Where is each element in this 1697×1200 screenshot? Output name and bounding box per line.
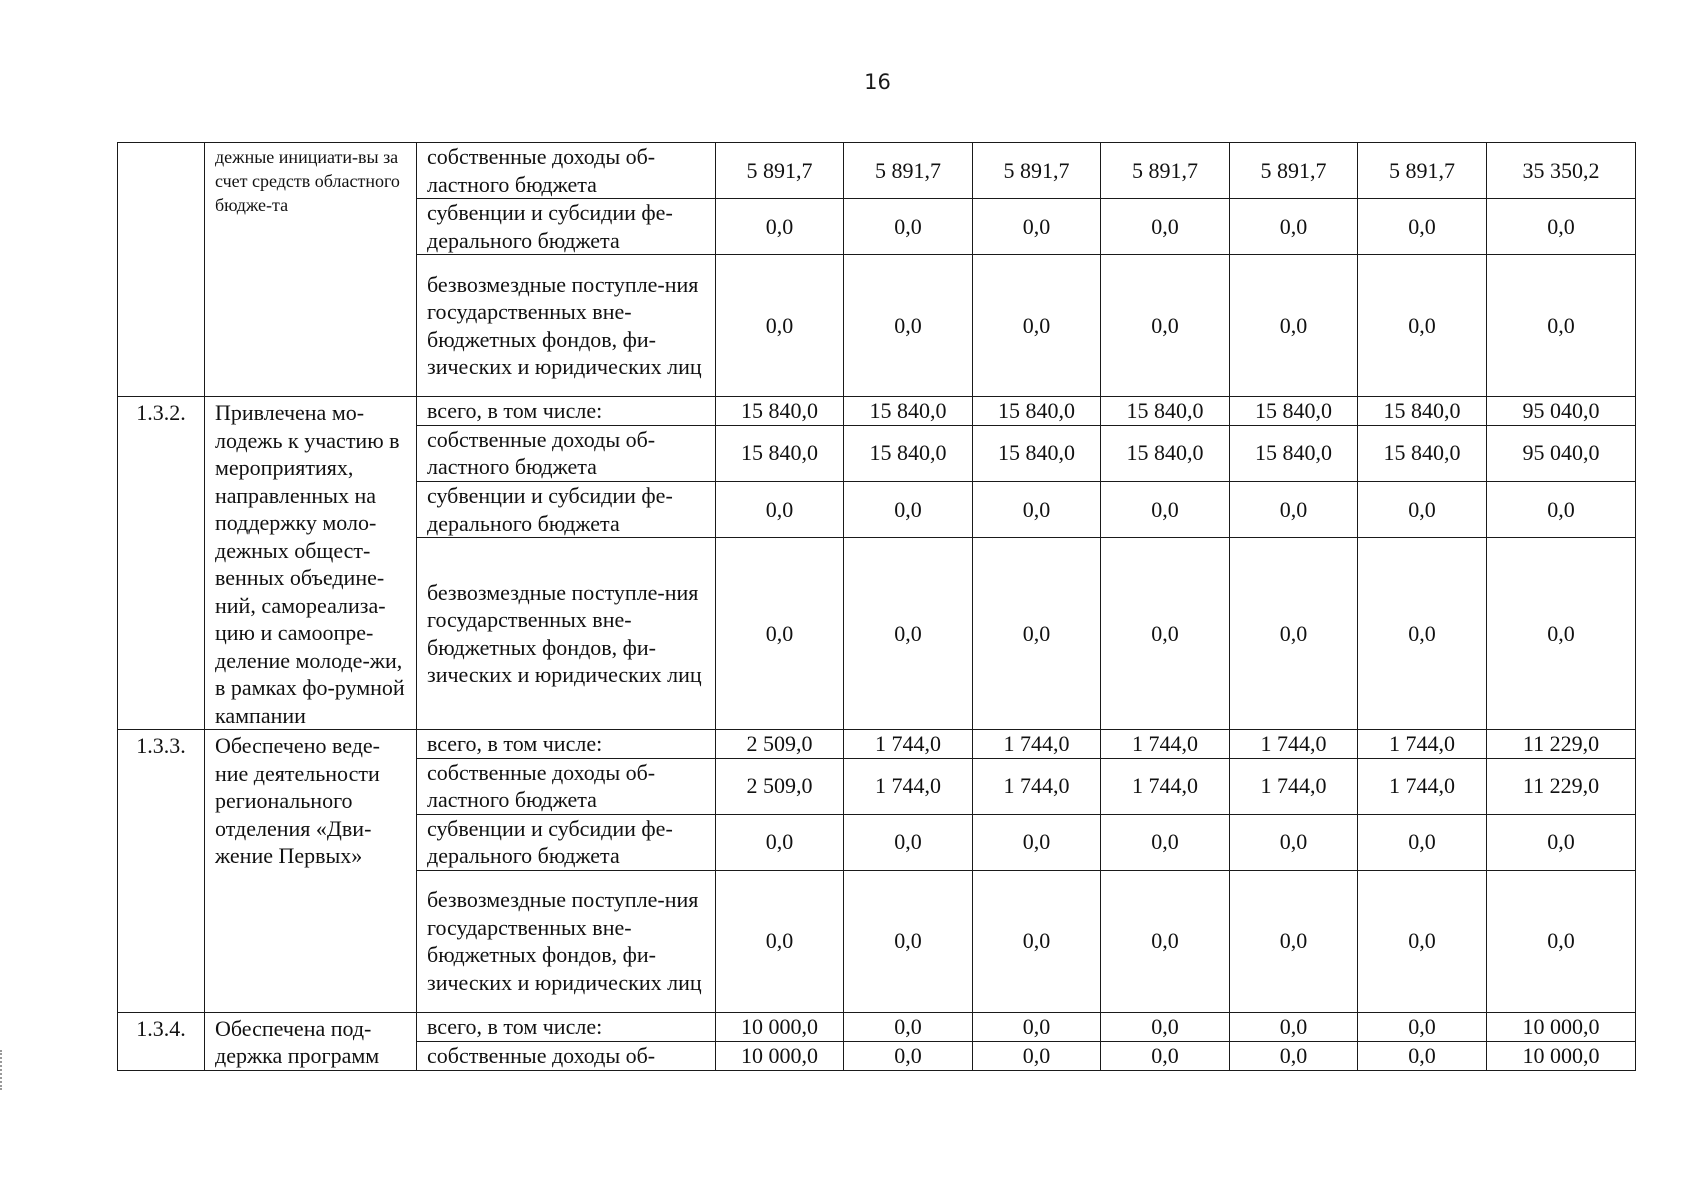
- value-year: 0,0: [844, 1012, 973, 1041]
- value-year: 15 840,0: [1230, 425, 1358, 481]
- value-total: 0,0: [1487, 814, 1636, 870]
- item-number: 1.3.4.: [118, 1012, 205, 1070]
- value-total: 11 229,0: [1487, 758, 1636, 814]
- value-year: 0,0: [973, 814, 1101, 870]
- value-year: 15 840,0: [844, 397, 973, 426]
- value-year: 0,0: [1358, 870, 1487, 1012]
- value-year: 0,0: [973, 199, 1101, 255]
- value-year: 0,0: [716, 255, 844, 397]
- value-year: 0,0: [1101, 538, 1230, 730]
- value-year: 1 744,0: [1358, 758, 1487, 814]
- funding-source: безвозмездные поступле-ния государственных вне-бюджетных фондов, фи-зических и юридических лиц: [417, 538, 716, 730]
- value-year: 15 840,0: [844, 425, 973, 481]
- value-year: 0,0: [1230, 255, 1358, 397]
- value-year: 5 891,7: [1358, 143, 1487, 199]
- value-year: 0,0: [973, 538, 1101, 730]
- table-body: [118, 143, 1636, 1071]
- item-number: 1.3.3.: [118, 730, 205, 1013]
- value-total: 11 229,0: [1487, 730, 1636, 759]
- value-year: 10 000,0: [716, 1041, 844, 1070]
- value-year: 0,0: [844, 481, 973, 537]
- item-number: [118, 143, 205, 397]
- value-total: 35 350,2: [1487, 143, 1636, 199]
- value-year: 5 891,7: [716, 143, 844, 199]
- value-year: 0,0: [1358, 1012, 1487, 1041]
- value-year: 0,0: [716, 481, 844, 537]
- value-year: 1 744,0: [844, 730, 973, 759]
- value-year: 15 840,0: [716, 425, 844, 481]
- scan-edge-marks: [0, 1050, 6, 1090]
- value-year: 0,0: [844, 1041, 973, 1070]
- item-name: Обеспечено веде-ние деятельности регионального отделения «Дви-жение Первых»: [205, 730, 417, 1013]
- value-total: 10 000,0: [1487, 1012, 1636, 1041]
- value-total: 0,0: [1487, 870, 1636, 1012]
- value-year: 2 509,0: [716, 730, 844, 759]
- value-year: 1 744,0: [844, 758, 973, 814]
- value-year: 0,0: [1101, 255, 1230, 397]
- value-year: 15 840,0: [973, 425, 1101, 481]
- value-year: 5 891,7: [844, 143, 973, 199]
- value-year: 0,0: [973, 870, 1101, 1012]
- value-year: 1 744,0: [1101, 730, 1230, 759]
- funding-source: всего, в том числе:: [417, 730, 716, 759]
- value-year: 15 840,0: [1358, 425, 1487, 481]
- value-year: 15 840,0: [973, 397, 1101, 426]
- value-year: 15 840,0: [1358, 397, 1487, 426]
- value-total: 0,0: [1487, 199, 1636, 255]
- value-year: 1 744,0: [973, 758, 1101, 814]
- value-year: 0,0: [1101, 481, 1230, 537]
- value-year: 15 840,0: [716, 397, 844, 426]
- value-year: 1 744,0: [973, 730, 1101, 759]
- value-year: 0,0: [973, 1012, 1101, 1041]
- funding-source: субвенции и субсидии фе-дерального бюджета: [417, 481, 716, 537]
- value-year: 0,0: [1230, 481, 1358, 537]
- value-year: 0,0: [716, 870, 844, 1012]
- value-year: 0,0: [844, 255, 973, 397]
- value-year: 15 840,0: [1101, 397, 1230, 426]
- value-year: 0,0: [973, 255, 1101, 397]
- item-name: Привлечена мо-лодежь к участию в мероприятиях, направленных на поддержку моло-дежных общест-венных объедине-ний, самореализа-цию и самоопре-деление молоде-жи, в рамках фо-румной кампании: [205, 397, 417, 730]
- value-year: 0,0: [1358, 1041, 1487, 1070]
- value-year: 1 744,0: [1230, 730, 1358, 759]
- item-name: дежные инициати-вы за счет средств областного бюдже-та: [205, 143, 417, 397]
- table-row: [118, 730, 1636, 759]
- value-year: 0,0: [1358, 199, 1487, 255]
- value-total: 10 000,0: [1487, 1041, 1636, 1070]
- funding-source: субвенции и субсидии фе-дерального бюджета: [417, 199, 716, 255]
- value-year: 10 000,0: [716, 1012, 844, 1041]
- value-year: 0,0: [1230, 1012, 1358, 1041]
- funding-source: безвозмездные поступле-ния государственных вне-бюджетных фондов, фи-зических и юридических лиц: [417, 870, 716, 1012]
- value-year: 5 891,7: [973, 143, 1101, 199]
- value-year: 1 744,0: [1230, 758, 1358, 814]
- value-year: 0,0: [973, 1041, 1101, 1070]
- funding-source: всего, в том числе:: [417, 397, 716, 426]
- value-year: 0,0: [1230, 538, 1358, 730]
- table-row: [118, 143, 1636, 199]
- value-year: 0,0: [844, 538, 973, 730]
- funding-source: собственные доходы об-: [417, 1041, 716, 1070]
- value-year: 1 744,0: [1101, 758, 1230, 814]
- value-year: 0,0: [716, 538, 844, 730]
- value-total: 0,0: [1487, 538, 1636, 730]
- value-year: 2 509,0: [716, 758, 844, 814]
- value-year: 0,0: [1230, 1041, 1358, 1070]
- value-total: 95 040,0: [1487, 425, 1636, 481]
- value-total: 0,0: [1487, 481, 1636, 537]
- value-year: 0,0: [1101, 199, 1230, 255]
- value-year: 0,0: [844, 870, 973, 1012]
- value-year: 0,0: [1358, 814, 1487, 870]
- item-name: Обеспечена под-держка программ: [205, 1012, 417, 1070]
- funding-source: субвенции и субсидии фе-дерального бюджета: [417, 814, 716, 870]
- table-row: [118, 1012, 1636, 1041]
- item-number: 1.3.2.: [118, 397, 205, 730]
- funding-source: всего, в том числе:: [417, 1012, 716, 1041]
- budget-table: [117, 142, 1636, 1071]
- funding-source: безвозмездные поступле-ния государственных вне-бюджетных фондов, фи-зических и юридических лиц: [417, 255, 716, 397]
- table-row: [118, 397, 1636, 426]
- value-year: 0,0: [1358, 481, 1487, 537]
- value-year: 0,0: [844, 199, 973, 255]
- value-year: 0,0: [716, 199, 844, 255]
- value-year: 0,0: [1101, 870, 1230, 1012]
- value-year: 5 891,7: [1230, 143, 1358, 199]
- page-number: 16: [864, 70, 891, 94]
- value-total: 95 040,0: [1487, 397, 1636, 426]
- value-year: 0,0: [716, 814, 844, 870]
- value-year: 0,0: [1101, 814, 1230, 870]
- value-year: 0,0: [1358, 255, 1487, 397]
- value-year: 0,0: [1230, 199, 1358, 255]
- value-year: 15 840,0: [1101, 425, 1230, 481]
- value-year: 0,0: [1101, 1041, 1230, 1070]
- value-year: 0,0: [1358, 538, 1487, 730]
- value-year: 0,0: [1230, 870, 1358, 1012]
- value-year: 0,0: [1101, 1012, 1230, 1041]
- funding-source: собственные доходы об-ластного бюджета: [417, 425, 716, 481]
- funding-source: собственные доходы об-ластного бюджета: [417, 758, 716, 814]
- value-year: 0,0: [844, 814, 973, 870]
- value-total: 0,0: [1487, 255, 1636, 397]
- value-year: 15 840,0: [1230, 397, 1358, 426]
- value-year: 5 891,7: [1101, 143, 1230, 199]
- value-year: 0,0: [1230, 814, 1358, 870]
- value-year: 1 744,0: [1358, 730, 1487, 759]
- funding-source: собственные доходы об-ластного бюджета: [417, 143, 716, 199]
- value-year: 0,0: [973, 481, 1101, 537]
